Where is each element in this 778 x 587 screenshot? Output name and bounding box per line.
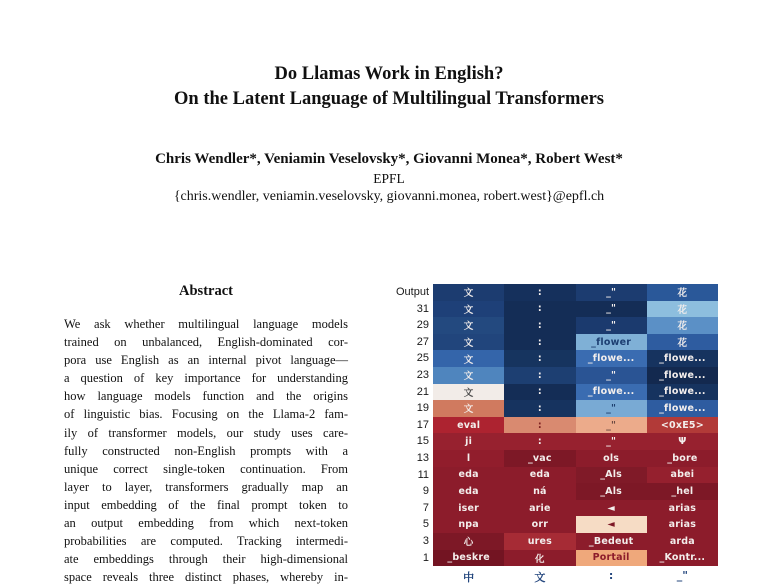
heatmap-cell: _vac — [504, 450, 575, 467]
heatmap-cell: _" — [576, 301, 647, 318]
layer-label: 27 — [416, 335, 429, 348]
heatmap-cell: iser — [433, 500, 504, 517]
heatmap-cell: 文 — [433, 317, 504, 334]
layer-label: 19 — [416, 402, 429, 415]
heatmap-cell: ures — [504, 533, 575, 550]
heatmap-cell: 花 — [647, 317, 718, 334]
abstract-line: trained on unbalanced, English-dominated cor- — [64, 335, 348, 350]
affiliation-line: EPFL — [373, 171, 405, 186]
heatmap-x-axis — [396, 569, 718, 585]
heatmap-cell: 花 — [647, 284, 718, 301]
heatmap-cell: : — [504, 433, 575, 450]
heatmap-cell: : — [504, 284, 575, 301]
authors-line: Chris Wendler*, Veniamin Veselovsky*, Giovanni Monea*, Robert West* — [155, 151, 623, 167]
layer-label: 5 — [422, 518, 429, 531]
heatmap-cell: ◄ — [576, 500, 647, 517]
layer-label: 1 — [422, 551, 429, 564]
heatmap-cell: _hel — [647, 483, 718, 500]
heatmap-cell: eda — [433, 467, 504, 484]
input-token-label: _" — [676, 569, 688, 583]
heatmap-cell: _Kontr... — [647, 550, 718, 567]
heatmap-row — [396, 334, 718, 351]
heatmap-cell: ná — [504, 483, 575, 500]
paper-title-line1: Do Llamas Work in English? — [274, 64, 504, 84]
heatmap-cell: : — [504, 417, 575, 434]
heatmap-row — [396, 417, 718, 434]
heatmap-cell: eda — [433, 483, 504, 500]
heatmap-cell: _flowe... — [647, 350, 718, 367]
heatmap-row — [396, 500, 718, 517]
heatmap-cell: : — [504, 301, 575, 318]
heatmap-row — [396, 384, 718, 401]
layer-label: 23 — [416, 368, 429, 381]
abstract-line: ate embeddings through their high-dimensional — [64, 552, 348, 567]
heatmap-cell: 文 — [433, 367, 504, 384]
emails-line: {chris.wendler, veniamin.veselovsky, giovanni.monea, robert.west}@epfl.ch — [173, 189, 605, 204]
heatmap-cell: _" — [576, 400, 647, 417]
heatmap-cell: npa — [433, 516, 504, 533]
layer-label: 25 — [416, 352, 429, 365]
heatmap-cell: _Als — [576, 483, 647, 500]
heatmap-cell: : — [504, 334, 575, 351]
heatmap-cell: _flowe... — [647, 384, 718, 401]
abstract-line: a question of key importance for understanding — [64, 371, 348, 386]
heatmap-cell: 心 — [433, 533, 504, 550]
input-token-label: 文 — [534, 571, 546, 585]
abstract-line: unique correct single-token continuation. From — [64, 461, 348, 476]
heatmap-cell: 文 — [433, 301, 504, 318]
heatmap-cell: <0xE5> — [647, 417, 718, 434]
layer-label: 15 — [416, 435, 429, 448]
figure-heatmap — [396, 284, 718, 585]
heatmap-row — [396, 550, 718, 567]
abstract-line: fully constructed non-English prompts with a — [64, 443, 348, 458]
heatmap-row — [396, 367, 718, 384]
paper-title-line2: On the Latent Language of Multilingual Transformers — [174, 89, 604, 109]
heatmap-cell: _flowe... — [576, 350, 647, 367]
heatmap-cell: arda — [647, 533, 718, 550]
heatmap-cell: 花 — [647, 334, 718, 351]
heatmap-cell: : — [504, 400, 575, 417]
heatmap-cell: _Als — [576, 467, 647, 484]
paper-title — [0, 62, 778, 112]
abstract-heading: Abstract — [179, 283, 233, 299]
heatmap-row — [396, 450, 718, 467]
heatmap-cell: : — [504, 350, 575, 367]
heatmap-row — [396, 467, 718, 484]
heatmap-cell: ols — [576, 450, 647, 467]
heatmap-row — [396, 533, 718, 550]
heatmap-cell: abei — [647, 467, 718, 484]
abstract-line: of linguistic bias. Focusing on the Llama-2 fam- — [64, 407, 348, 422]
heatmap-cell: 文 — [433, 384, 504, 401]
heatmap-row — [396, 284, 718, 301]
layer-label: Output — [396, 286, 430, 298]
heatmap-cell: Portail — [576, 550, 647, 567]
heatmap-cell: 化 — [504, 550, 575, 567]
heatmap-cell: _flower — [576, 334, 647, 351]
layer-label: 7 — [422, 501, 429, 514]
heatmap-cell: eda — [504, 467, 575, 484]
abstract-line: probabilities are computed. Tracking intermedi- — [64, 534, 348, 549]
heatmap-cell: 文 — [433, 400, 504, 417]
heatmap-cell: 文 — [433, 284, 504, 301]
x-axis-spacer — [396, 569, 433, 585]
heatmap-cell: 文 — [433, 350, 504, 367]
abstract-line: ily of transformer models, our study uses care- — [64, 425, 348, 440]
heatmap-cell: ji — [433, 433, 504, 450]
heatmap-cell: _flowe... — [647, 367, 718, 384]
heatmap-cell: Ψ — [647, 433, 718, 450]
layer-label: 11 — [417, 468, 429, 481]
abstract-line: layer to layer, transformers gradually map an — [64, 479, 348, 494]
heatmap-cell: orr — [504, 516, 575, 533]
heatmap-cell: l — [433, 450, 504, 467]
heatmap-cell: _" — [576, 417, 647, 434]
heatmap-cell: : — [504, 367, 575, 384]
layer-label: 29 — [416, 319, 429, 332]
heatmap-row — [396, 400, 718, 417]
layer-label: 31 — [416, 302, 429, 315]
heatmap-cell: _beskre — [433, 550, 504, 567]
heatmap-cell: ◄ — [576, 516, 647, 533]
heatmap-cell: _" — [576, 433, 647, 450]
abstract-text — [64, 315, 348, 586]
heatmap-cell: arias — [647, 516, 718, 533]
heatmap-cell: : — [504, 317, 575, 334]
heatmap-cell: arie — [504, 500, 575, 517]
layer-label: 13 — [416, 451, 429, 464]
heatmap-cell: arias — [647, 500, 718, 517]
heatmap-row — [396, 350, 718, 367]
layer-label: 9 — [422, 485, 429, 498]
heatmap-cell: _" — [576, 317, 647, 334]
input-token-label: 中 — [463, 571, 475, 585]
heatmap-row — [396, 317, 718, 334]
heatmap-cell: _flowe... — [576, 384, 647, 401]
abstract-line: an output embedding from which next-token — [64, 516, 348, 531]
abstract-line: We ask whether multilingual language models — [64, 317, 348, 331]
heatmap-cell: _flowe... — [647, 400, 718, 417]
layer-label: 21 — [416, 385, 429, 398]
abstract-line: how language models function and the origins — [64, 389, 348, 404]
heatmap-cell: : — [504, 384, 575, 401]
abstract-line: space reveals three distinct phases, whereby in- — [64, 570, 348, 585]
heatmap-row — [396, 483, 718, 500]
heatmap-cell: eval — [433, 417, 504, 434]
layer-label: 17 — [416, 418, 429, 431]
heatmap-cell: 花 — [647, 301, 718, 318]
heatmap-row — [396, 516, 718, 533]
heatmap-cell: _bore — [647, 450, 718, 467]
heatmap-cell: _" — [576, 367, 647, 384]
input-token-label: : — [608, 569, 614, 583]
heatmap-cell: _" — [576, 284, 647, 301]
abstract-line: pora use English as an internal pivot language— — [64, 353, 348, 368]
heatmap-cell: 文 — [433, 334, 504, 351]
abstract-line: input embedding of the final prompt token to — [64, 497, 348, 512]
heatmap-grid — [396, 284, 718, 566]
heatmap-row — [396, 433, 718, 450]
layer-label: 3 — [422, 534, 429, 547]
heatmap-cell: _Bedeut — [576, 533, 647, 550]
heatmap-row — [396, 301, 718, 318]
